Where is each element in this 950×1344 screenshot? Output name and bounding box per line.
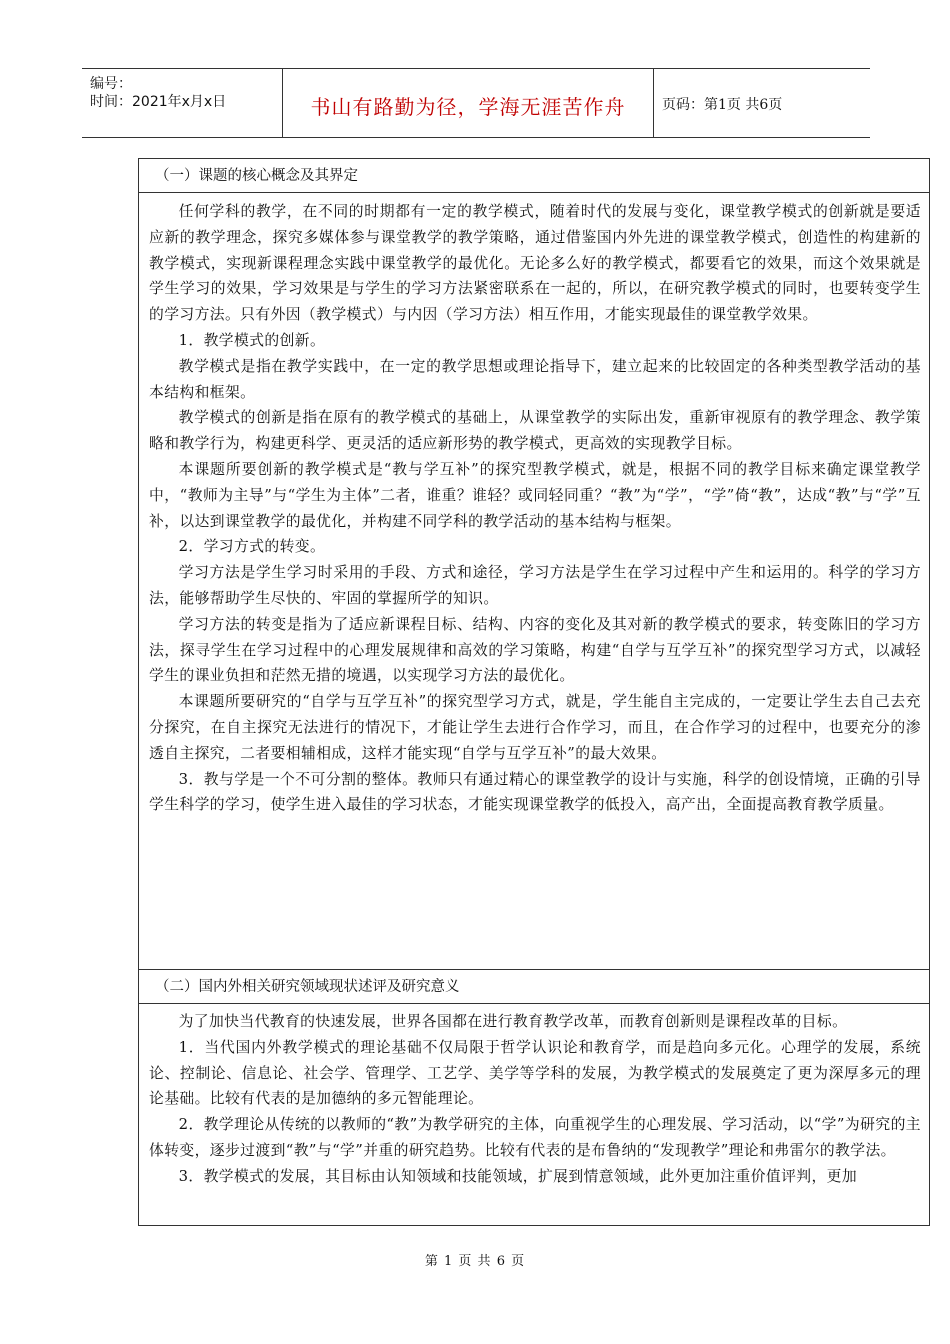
section-1-paragraph: 1．教学模式的创新。: [178, 331, 326, 349]
section-1-paragraph: 3．教与学是一个不可分割的整体。教师只有通过精心的课堂教学的设计与实施，科学的创设情境，正确的引导学生科学的学习，使学生进入最佳的学习状态，才能实现课堂教学的低投入，高产出，全面提高教育教学质量。: [149, 770, 921, 814]
header-page-cell: [654, 69, 870, 137]
section-2-paragraph: 3．教学模式的发展，其目标由认知领域和技能领域，扩展到情意领域，此外更加注重价值评判，更加: [178, 1167, 858, 1185]
header-info-cell: [82, 69, 283, 137]
motto-text: 书山有路勤为径，学海无涯苦作舟: [310, 95, 626, 119]
section-1-paragraph: 任何学科的教学，在不同的时期都有一定的教学模式，随着时代的发展与变化，课堂教学模式的创新就是要适应新的教学理念，探究多媒体参与课堂教学的教学策略，通过借鉴国内外先进的课堂教学模式，创造性的构建新的教学模式，实现新课程理念实践中课堂教学的最优化。无论多么好的教学模式，都要看它的效果，而这个效果就是学生学习的效果，学习效果是与学生的学习方法紧密联系在一起的，所以，在研究教学模式的同时，也要转变学生的学习方法。只有外因（教学模式）与内因（学习方法）相互作用，才能实现最佳的课堂教学效果。: [149, 203, 921, 324]
page-footer: 第 1 页 共 6 页: [424, 1254, 526, 1269]
section-2-body: [139, 1009, 929, 1190]
header-motto-cell: [283, 69, 654, 137]
section-1-body: [139, 199, 929, 818]
section-1-paragraph: 学习方法是学生学习时采用的手段、方式和途径，学习方法是学生在学习过程中产生和运用的。科学的学习方法，能够帮助学生尽快的、牢固的掌握所学的知识。: [149, 564, 921, 607]
section-1-paragraph: 本课题所要研究的“自学与互学互补”的探究型学习方式，就是，学生能自主完成的，一定要让学生去自己去充分探究，在自主探究无法进行的情况下，才能让学生去进行合作学习，而且，在合作学习的过程中，也要充分的渗透自主探究，二者要相辅相成，这样才能实现“自学与互学互补”的最大效果。: [149, 693, 921, 762]
section-2-paragraph: 1．当代国内外教学模式的理论基础不仅局限于哲学认识论和教育学，而是趋向多元化。心理学的发展，系统论、控制论、信息论、社会学、管理学、工艺学、美学等学科的发展，为教学模式的发展奠定了更为深厚多元的理论基础。比较有代表的是加德纳的多元智能理论。: [149, 1038, 921, 1108]
section-1-title: （一）课题的核心概念及其界定: [139, 159, 929, 193]
section-1-paragraph: 学习方法的转变是指为了适应新课程目标、结构、内容的变化及其对新的教学模式的要求，转变陈旧的学习方法，探寻学生在学习过程中的心理发展规律和高效的学习策略，构建“自学与互学互补”的探究型学习方式，以减轻学生的课业负担和茫然无措的境遇，以实现学习方法的最优化。: [149, 615, 921, 685]
document-date-label: 时间：2021年x月x日: [90, 94, 227, 110]
section-1-paragraph: 教学模式是指在教学实践中，在一定的教学思想或理论指导下，建立起来的比较固定的各种类型教学活动的基本结构和框架。: [149, 357, 921, 401]
section-1-paragraph: 教学模式的创新是指在原有的教学模式的基础上，从课堂教学的实际出发，重新审视原有的教学理念、教学策略和教学行为，构建更科学、更灵活的适应新形势的教学模式，更高效的实现教学目标。: [149, 409, 921, 453]
section-2-title: （二）国内外相关研究领域现状述评及研究意义: [139, 970, 929, 1004]
page-header: [82, 68, 870, 138]
page-number-label: 页码：第1页 共6页: [662, 97, 783, 113]
section-1-paragraph: 本课题所要创新的教学模式是“教与学互补”的探究型教学模式，就是，根据不同的教学目标来确定课堂教学中，“教师为主导”与“学生为主体”二者，谁重？谁轻？或同轻同重？“教”为“学”，“学”倚“教”，达成“教”与“学”互补，以达到课堂教学的最优化，并构建不同学科的教学活动的基本结构与框架。: [149, 460, 921, 530]
section-1-paragraph: 2．学习方式的转变。: [178, 538, 326, 556]
section-2-paragraph: 为了加快当代教育的快速发展，世界各国都在进行教育教学改革，而教育创新则是课程改革的目标。: [178, 1013, 848, 1030]
content-table: [138, 158, 930, 1226]
document-number-label: 编号：: [90, 76, 132, 92]
section-2-paragraph: 2．教学理论从传统的以教师的“教”为教学研究的主体，向重视学生的心理发展、学习活动，以“学”为研究的主体转变，逐步过渡到“教”与“学”并重的研究趋势。比较有代表的是布鲁纳的“发现教学”理论和弗雷尔的教学法。: [149, 1116, 921, 1159]
